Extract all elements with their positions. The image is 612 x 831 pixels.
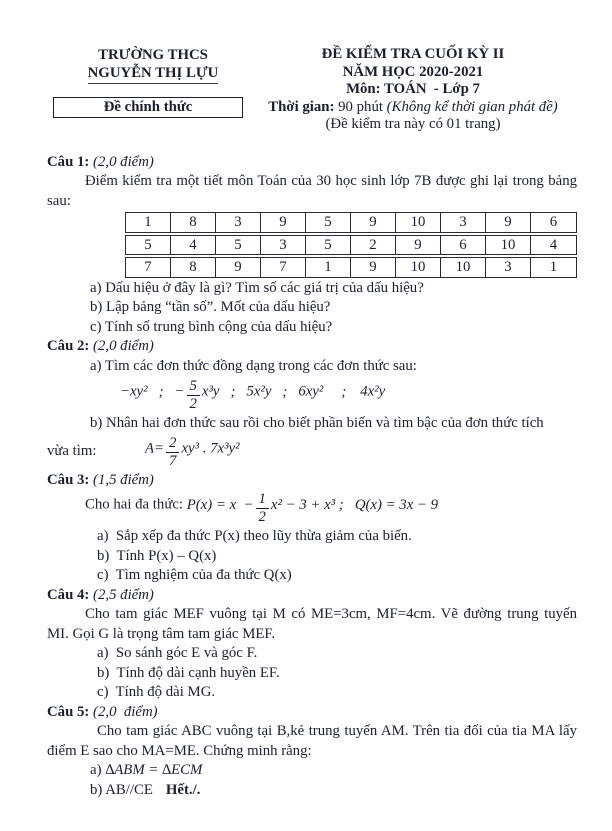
- table-cell: 7: [126, 258, 171, 277]
- monomial-3: 5x²y: [246, 383, 272, 400]
- table-cell: 1: [549, 259, 558, 275]
- table-cell: 1: [306, 258, 351, 277]
- school-name-line2: [47, 64, 259, 84]
- separator: ;: [341, 383, 347, 400]
- school-name-underline: NGUYỄN THỊ LỰU: [88, 64, 219, 84]
- q2-item-b: b) Nhân hai đơn thức sau rồi cho biết phần biến và tìm bậc của đơn thức tích: [90, 415, 544, 432]
- table-cell: 3: [486, 258, 531, 277]
- q4-item-c: c) Tính độ dài MG.: [97, 684, 216, 701]
- duration-line: [259, 99, 567, 117]
- separator: ;: [158, 383, 164, 400]
- school-name-line1: TRƯỜNG THCS: [98, 47, 208, 63]
- q5-a-prefix: a): [90, 762, 106, 779]
- fraction-2-7: [166, 436, 179, 469]
- q2-item-a: a) Tìm các đơn thức đồng dạng trong các đơn thức sau:: [90, 357, 417, 374]
- q1-item-a: a) Dấu hiệu ở đây là gì? Tìm số các giá trị của dấu hiệu?: [90, 279, 424, 296]
- question-4: [47, 586, 577, 703]
- table-cell: 5: [216, 236, 261, 255]
- q2-points: (2,0 điểm): [93, 338, 154, 354]
- fraction-numerator: 5: [187, 379, 200, 396]
- q5-item-a: [47, 761, 577, 781]
- q2-product-line: [47, 436, 577, 469]
- table-cell: 9: [216, 258, 261, 277]
- q5-intro: Cho tam giác ABC vuông tại B,kẻ trung tuyến AM. Trên tia đối của tia MA lấy điểm E sao cho MA=ME. Chứng minh rằng:: [47, 723, 577, 759]
- monomial-5: 4x²y: [360, 383, 386, 400]
- fraction-numerator: 2: [166, 436, 179, 453]
- table-cell: 3: [261, 236, 306, 255]
- table-cell: 6: [441, 236, 486, 255]
- q5-heading: [47, 703, 577, 723]
- school-block: [47, 46, 259, 134]
- q3-polynomials: [186, 491, 439, 526]
- table-cell: 9: [351, 213, 396, 232]
- q4-item-b: b) Tính độ dài cạnh huyền EF.: [97, 664, 280, 681]
- table-cell: 9: [396, 236, 441, 255]
- q5-a-congruence: ∆ABM = ∆ECM: [105, 762, 203, 779]
- table-row: [125, 257, 577, 278]
- q5-points: (2,0 điểm): [93, 703, 158, 720]
- end-of-exam-mark: Hết./.: [165, 781, 201, 798]
- fraction-5-2: [187, 379, 200, 412]
- table-cell: 5: [306, 236, 351, 255]
- table-row: [125, 212, 577, 233]
- q3-heading: [47, 471, 577, 491]
- duration-value: 90 phút: [334, 98, 387, 115]
- monomial-2-tail: x³y: [201, 383, 220, 400]
- q2-monomial-list: [47, 379, 577, 412]
- table-cell: 8: [171, 258, 216, 277]
- question-5: [47, 703, 577, 801]
- official-exam-box: Đề chính thức: [53, 97, 243, 118]
- table-cell: 8: [171, 213, 216, 232]
- q1-points: (2,0 điểm): [93, 153, 154, 170]
- q5-item-b: [47, 781, 577, 801]
- q4-heading: [47, 586, 577, 606]
- table-cell: 9: [261, 213, 306, 232]
- p-expr-pre: P(x) = x −: [186, 496, 254, 513]
- duration-label: Thời gian:: [268, 98, 335, 115]
- table-cell: 5: [126, 236, 171, 255]
- exam-title: ĐỀ KIỂM TRA CUỐI KỲ II: [321, 46, 505, 62]
- q1-heading: [47, 153, 577, 173]
- expr-prefix: A=: [145, 440, 165, 457]
- subject-line: Môn: TOÁN - Lớp 7: [346, 81, 480, 97]
- q3-item-c: c) Tìm nghiệm của đa thức Q(x): [97, 567, 292, 584]
- q3-item-b: b) Tính P(x) – Q(x): [97, 547, 217, 564]
- table-cell: 10: [396, 258, 441, 277]
- pages-note: (Đề kiểm tra này có 01 trang): [325, 116, 501, 132]
- q2-heading: [47, 337, 577, 357]
- q4-intro: Cho tam giác MEF vuông tại M có ME=3cm, MF=4cm. Vẽ đường trung tuyến MI. Gọi G là trọng tâm tam giác MEF.: [47, 606, 577, 642]
- table-cell: 9: [486, 213, 531, 232]
- table-cell: 1: [126, 213, 171, 232]
- monomial-1: −xy²: [120, 383, 148, 400]
- fraction-denominator: 2: [189, 396, 197, 413]
- q2-b-label: vừa tìm:: [47, 443, 97, 460]
- monomial-4: 6xy²: [298, 383, 324, 400]
- table-row: [125, 235, 577, 256]
- table-cell: 6: [549, 214, 558, 230]
- separator: ;: [230, 383, 236, 400]
- exam-title-block: [259, 46, 577, 134]
- question-2: [47, 337, 577, 469]
- table-cell: 4: [549, 236, 558, 253]
- table-cell: 3: [441, 213, 486, 232]
- q4-label: Câu 4:: [47, 586, 90, 603]
- q5-label: Câu 5:: [47, 703, 90, 720]
- fraction-denominator: 7: [169, 452, 177, 469]
- table-cell: 4: [171, 236, 216, 255]
- q4-item-a: a) So sánh góc E và góc F.: [97, 645, 258, 662]
- fraction-1-2: [256, 492, 269, 525]
- fraction-denominator: 2: [258, 509, 266, 526]
- q1-item-c: c) Tính số trung bình cộng của dấu hiệu?: [90, 318, 333, 335]
- question-1: [47, 153, 577, 338]
- separator: ;: [282, 383, 288, 400]
- q3-intro-label: Cho hai đa thức:: [85, 496, 187, 513]
- table-cell: 7: [261, 258, 306, 277]
- fraction-numerator: 1: [256, 492, 269, 509]
- q3-item-a: a) Sắp xếp đa thức P(x) theo lũy thừa giảm của biến.: [97, 528, 412, 545]
- q1-item-b: b) Lập bảng “tần số”. Mốt của dấu hiệu?: [90, 299, 331, 315]
- score-table: [125, 212, 577, 278]
- q2-product-expr: [145, 436, 240, 469]
- q1-label: Câu 1:: [47, 153, 90, 170]
- table-cell: 10: [486, 236, 531, 255]
- table-cell: 9: [351, 258, 396, 277]
- p-expr-post: x² − 3 + x³ ; Q(x) = 3x − 9: [270, 496, 439, 513]
- table-cell: 2: [351, 236, 396, 255]
- q1-intro: Điểm kiểm tra một tiết môn Toán của 30 học sinh lớp 7B được ghi lại trong bảng sau:: [47, 173, 577, 209]
- question-3: [47, 471, 577, 586]
- table-cell: 5: [306, 213, 351, 232]
- q5-b-text: b) AB//CE: [90, 781, 153, 798]
- q3-label: Câu 3:: [47, 471, 90, 488]
- q3-intro: [47, 492, 577, 525]
- table-cell: 3: [216, 213, 261, 232]
- duration-note: (Không kể thời gian phát đề): [386, 98, 558, 115]
- q2-label: Câu 2:: [47, 338, 90, 354]
- school-year: NĂM HỌC 2020-2021: [342, 63, 484, 80]
- header: [47, 46, 577, 134]
- q4-points: (2,5 điểm): [93, 586, 154, 603]
- monomial-2-sign: −: [174, 383, 185, 400]
- q3-points: (1,5 điểm): [93, 471, 154, 488]
- table-cell: 10: [441, 258, 486, 277]
- expr-suffix: xy³ . 7x³y²: [181, 440, 240, 457]
- table-cell: 10: [396, 213, 441, 232]
